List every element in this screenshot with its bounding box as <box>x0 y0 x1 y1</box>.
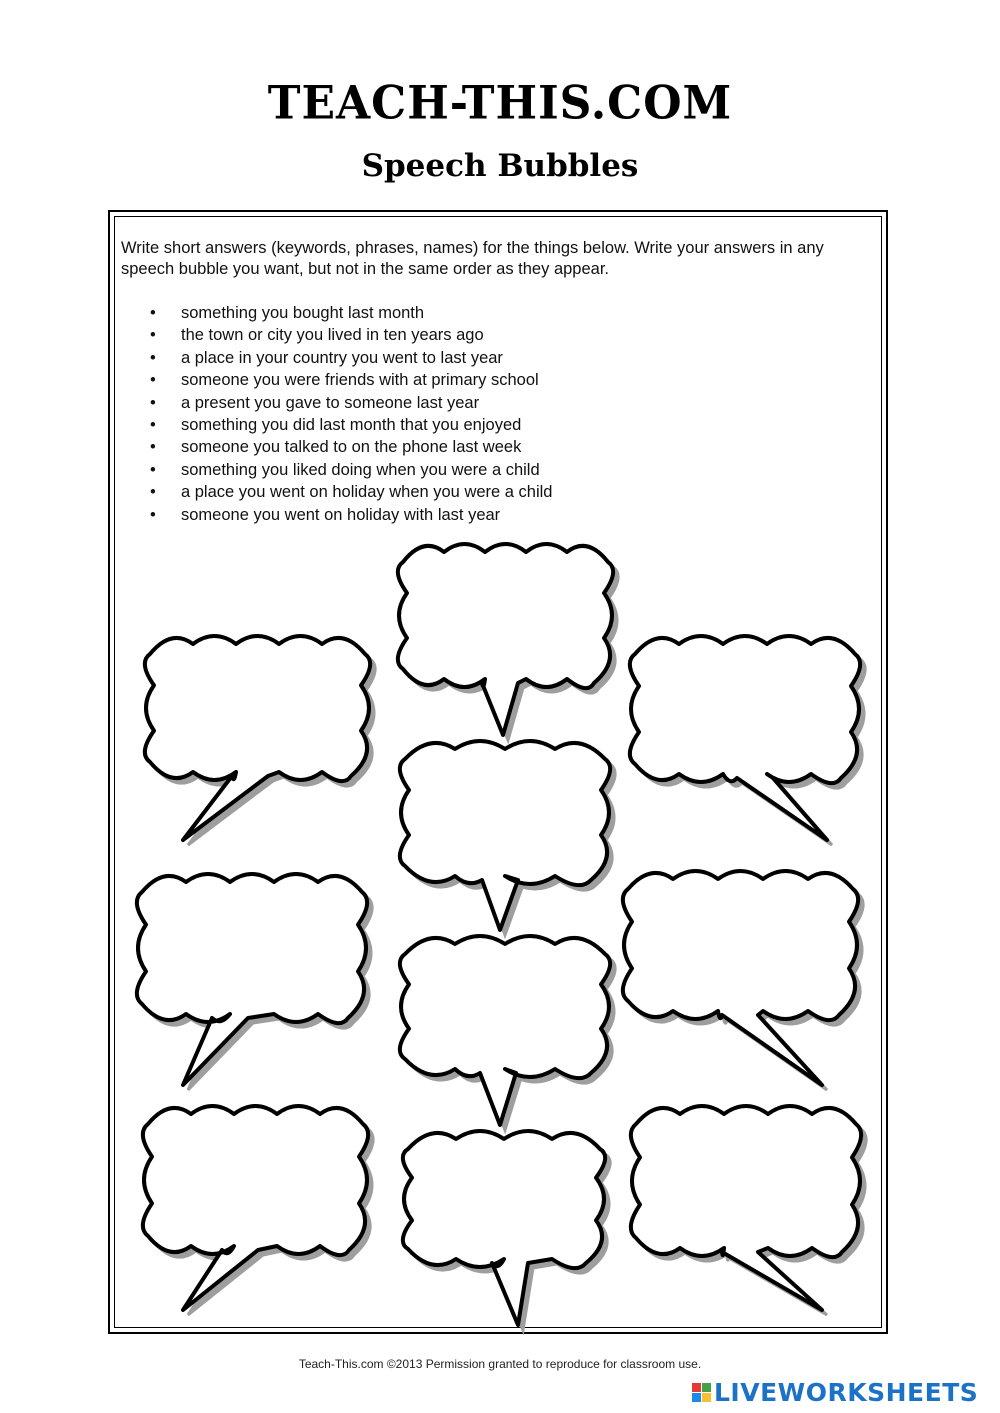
prompt-text: someone you went on holiday with last year <box>181 505 501 524</box>
speech-bubble-outline <box>400 936 610 1125</box>
speech-bubble <box>631 1106 866 1315</box>
speech-bubble <box>623 871 863 1090</box>
bullet-icon: • <box>150 371 156 390</box>
speech-bubble-outline <box>398 544 613 735</box>
speech-bubble <box>137 874 372 1090</box>
speech-bubble <box>145 636 375 845</box>
speech-bubble <box>400 936 615 1130</box>
instructions-text: Write short answers (keywords, phrases, names) for the things below. Write your answers in any speech bubble you want, but not in the same order as they appear. <box>121 239 824 278</box>
prompt-text: something you bought last month <box>181 304 425 322</box>
site-title: TEACH-THIS.COM <box>267 76 733 131</box>
prompt-text: a place you went on holiday when you were a child <box>181 483 553 502</box>
speech-bubble-outline <box>145 636 370 840</box>
logo-block <box>702 1393 711 1402</box>
bullet-icon: • <box>150 438 156 457</box>
speech-bubble <box>143 1106 373 1315</box>
bullet-icon: • <box>150 348 156 367</box>
bullet-icon: • <box>150 483 156 502</box>
logo-block <box>702 1383 711 1392</box>
prompt-text: a present you gave to someone last year <box>181 393 480 412</box>
liveworksheets-logo[interactable] <box>692 1375 978 1409</box>
speech-bubble-outline <box>630 636 860 840</box>
speech-bubble <box>400 741 615 935</box>
bullet-icon: • <box>150 460 156 479</box>
prompt-text: someone you talked to on the phone last week <box>181 438 522 457</box>
prompt-text: a place in your country you went to last year <box>181 348 503 367</box>
bullet-icon: • <box>150 326 156 345</box>
logo-block <box>692 1393 701 1402</box>
logo-blocks-icon <box>692 1383 711 1402</box>
speech-bubble-outline <box>403 1131 605 1325</box>
speech-bubble <box>630 636 865 845</box>
bullet-icon: • <box>150 416 156 435</box>
prompt-text: the town or city you lived in ten years ago <box>181 326 484 345</box>
brand-name: LIVEWORKSHEETS <box>714 1377 979 1407</box>
speech-bubble-outline <box>631 1106 861 1310</box>
speech-bubble-outline <box>400 741 610 930</box>
prompt-text: someone you were friends with at primary school <box>181 371 539 390</box>
bullet-icon: • <box>150 304 156 322</box>
prompt-text: something you did last month that you enjoyed <box>181 416 522 435</box>
bullet-icon: • <box>150 505 156 524</box>
logo-block <box>692 1383 701 1392</box>
copyright-footer: Teach-This.com ©2013 Permission granted to reproduce for classroom use. <box>298 1357 702 1371</box>
speech-bubble-outline <box>623 871 858 1085</box>
worksheet-title: Speech Bubbles <box>361 148 639 184</box>
speech-bubble <box>398 544 618 740</box>
prompt-text: something you liked doing when you were a child <box>181 460 540 479</box>
speech-bubble <box>403 1131 610 1330</box>
speech-bubble-outline <box>143 1106 368 1310</box>
speech-bubble-outline <box>137 874 367 1085</box>
bullet-icon: • <box>150 393 156 412</box>
